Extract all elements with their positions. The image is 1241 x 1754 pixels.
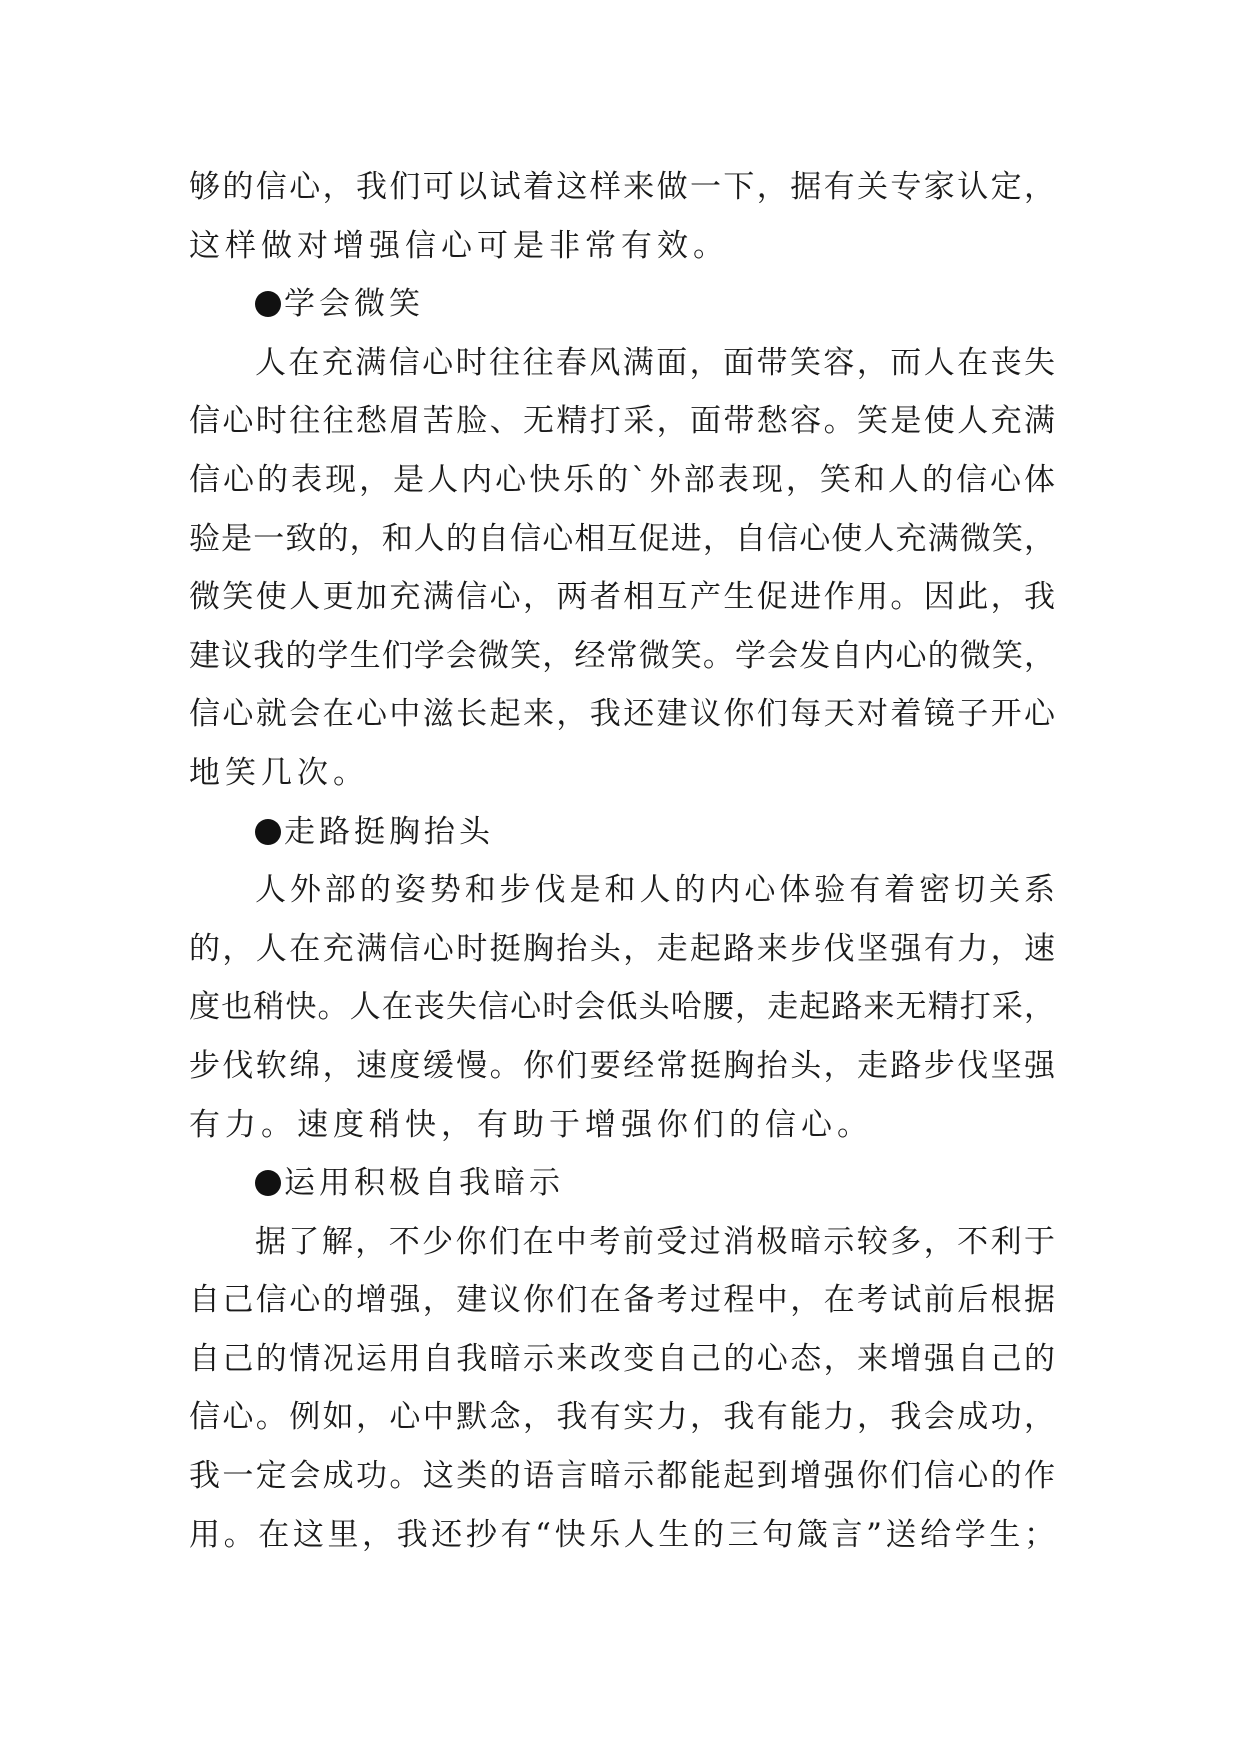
section-heading-self-suggestion [189,1154,1055,1213]
bullet-icon [255,1170,281,1196]
text-line: 信心时往往愁眉苦脸、无精打采，面带愁容。笑是使人充满 [189,403,1055,440]
section-heading-label: 走路挺胸抬头 [284,813,494,850]
text-line: 自己的情况运用自我暗示来改变自己的心态，来增强自己的 [189,1340,1055,1377]
text-line: 有力。速度稍快，有助于增强你们的信心。 [189,1106,873,1143]
text-line: 信心就会在心中滋长起来，我还建议你们每天对着镜子开心 [189,696,1055,733]
section-heading-label: 学会微笑 [284,286,424,323]
text-line: 人在充满信心时往往春风满面，面带笑容，而人在丧失 [255,344,1055,381]
section-heading-smile [189,275,1055,334]
text-line: 的，人在充满信心时挺胸抬头，走起路来步伐坚强有力，速 [189,930,1055,967]
text-line: 这样做对增强信心可是非常有效。 [189,227,729,264]
text-line: 据了解，不少你们在中考前受过消极暗示较多，不利于 [255,1223,1055,1260]
bullet-icon [255,819,281,845]
text-line: 验是一致的，和人的自信心相互促进，自信心使人充满微笑， [189,520,1055,557]
text-line: 信心。例如，心中默念，我有实力，我有能力，我会成功， [189,1399,1055,1436]
section-heading-label: 运用积极自我暗示 [284,1165,564,1202]
text-line: 地笑几次。 [189,754,369,791]
text-line: 步伐软绵，速度缓慢。你们要经常挺胸抬头，走路步伐坚强 [189,1047,1055,1084]
text-line: 够的信心，我们可以试着这样来做一下，据有关专家认定， [189,169,1055,205]
text-line: 微笑使人更加充满信心，两者相互产生促进作用。因此，我 [189,579,1055,616]
bullet-icon [255,291,281,317]
text-line: 人外部的姿势和步伐是和人的内心体验有着密切关系 [255,872,1055,909]
text-line: 自己信心的增强，建议你们在备考过程中，在考试前后根据 [189,1282,1055,1319]
section-heading-posture [189,803,1055,862]
text-line: 用。在这里，我还抄有“快乐人生的三句箴言”送给学生； [189,1516,1055,1553]
text-line: 我一定会成功。这类的语言暗示都能起到增强你们信心的作 [189,1458,1055,1495]
text-line: 信心的表现，是人内心快乐的`外部表现，笑和人的信心体 [189,461,1055,498]
text-line: 建议我的学生们学会微笑，经常微笑。学会发自内心的微笑， [189,637,1055,674]
text-line: 度也稍快。人在丧失信心时会低头哈腰，走起路来无精打采， [189,989,1055,1026]
document-body [189,158,1055,1564]
